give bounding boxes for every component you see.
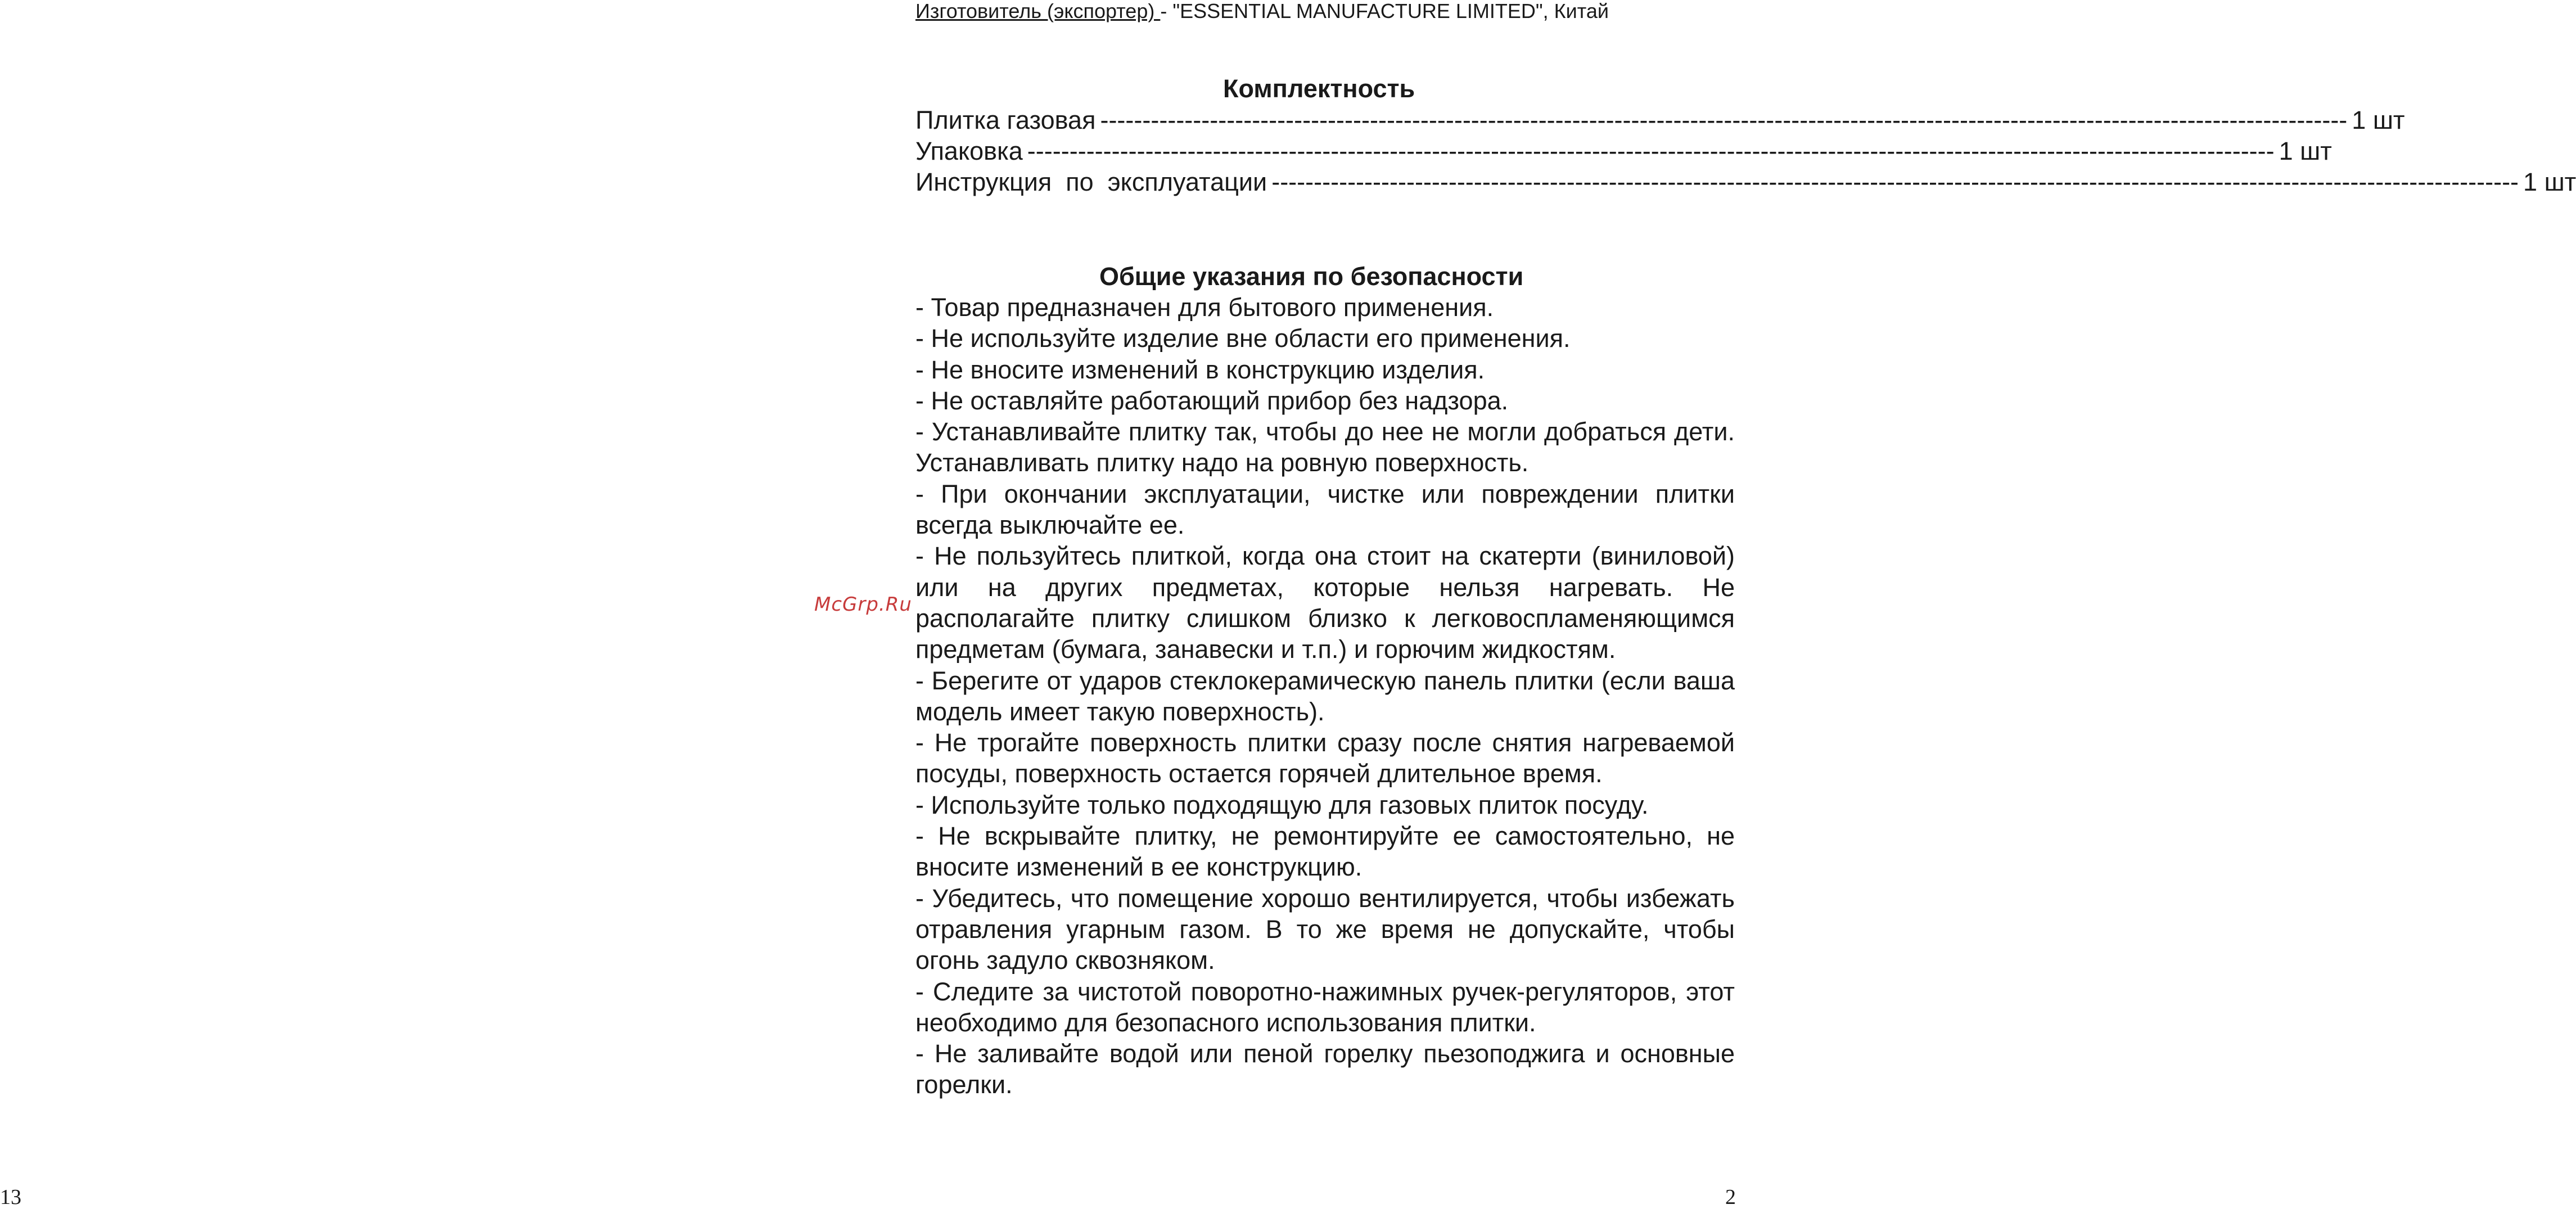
kit-item — [915, 166, 2576, 197]
kit-item-leader — [1100, 105, 2347, 136]
safety-item: - При окончании эксплуатации, чистке или повреждении плитки всегда выключайте ее. — [915, 479, 1735, 540]
page-number-right: 2 — [1725, 1185, 1736, 1209]
kit-item-name: Упаковка — [915, 137, 1023, 165]
kit-item-name: Инструкция по эксплуатации — [915, 168, 1267, 196]
safety-item: - Не оставляйте работающий прибор без надзора. — [915, 386, 1509, 415]
kit-item-leader — [1027, 136, 2275, 166]
kit-item-name: Плитка газовая — [915, 106, 1096, 134]
safety-item: - Товар предназначен для бытового применения. — [915, 293, 1494, 322]
kit-item-qty: 1 шт — [2352, 106, 2405, 134]
safety-item: - Убедитесь, что помещение хорошо вентилируется, чтобы избежать отравления угарным газом. В то же время не допускайте, чтобы огонь задуло сквозняком. — [915, 883, 1735, 975]
safety-list — [915, 292, 1735, 1100]
safety-title: Общие указания по безопасности — [1099, 262, 1524, 291]
manufacturer-value: - "ESSENTIAL MANUFACTURE LIMITED", Китай — [1160, 0, 1609, 22]
safety-item: - Устанавливайте плитку так, чтобы до нее не могли добраться дети. Устанавливать плитку надо на ровную поверхность. — [915, 417, 1735, 477]
manufacturer-label: Изготовитель (экспортер) — [915, 0, 1161, 22]
watermark: McGrp.Ru — [814, 593, 912, 616]
safety-item: - Не трогайте поверхность плитки сразу после снятия нагреваемой посуды, поверхность остается горячей длительное время. — [915, 728, 1735, 788]
manufacturer-line — [915, 0, 1609, 22]
safety-item: - Берегите от ударов стеклокерамическую панель плитки (если ваша модель имеет такую поверхность). — [915, 666, 1735, 726]
safety-item: - Не используйте изделие вне области его применения. — [915, 324, 1571, 353]
safety-item: - Не вносите изменений в конструкцию изделия. — [915, 355, 1485, 384]
kit-item-leader — [1271, 166, 2519, 197]
kit-item-qty: 1 шт — [2523, 168, 2576, 196]
safety-item: - Не заливайте водой или пеной горелку пьезоподжига и основные горелки. — [915, 1039, 1735, 1099]
kit-title: Комплектность — [1223, 74, 1415, 103]
kit-item-qty: 1 шт — [2279, 137, 2332, 165]
safety-item: - Не пользуйтесь плиткой, когда она стоит на скатерти (виниловой) или на других предметах, которые нельзя нагревать. Не располагайте плитку слишком близко к легковоспламеняющимся предметам (бумага, занавески и т.п.) и горючим жидкостям. — [915, 542, 1735, 664]
safety-item: - Не вскрывайте плитку, не ремонтируйте ее самостоятельно, не вносите изменений в ее конструкцию. — [915, 822, 1735, 882]
kit-item — [915, 136, 2332, 166]
kit-list — [915, 105, 2576, 197]
safety-item: - Следите за чистотой поворотно-нажимных ручек-регуляторов, этот необходимо для безопасного использования плитки. — [915, 977, 1735, 1037]
kit-item — [915, 105, 2405, 136]
page-number-left: 13 — [0, 1185, 21, 1209]
safety-item: - Используйте только подходящую для газовых плиток посуду. — [915, 790, 1649, 819]
